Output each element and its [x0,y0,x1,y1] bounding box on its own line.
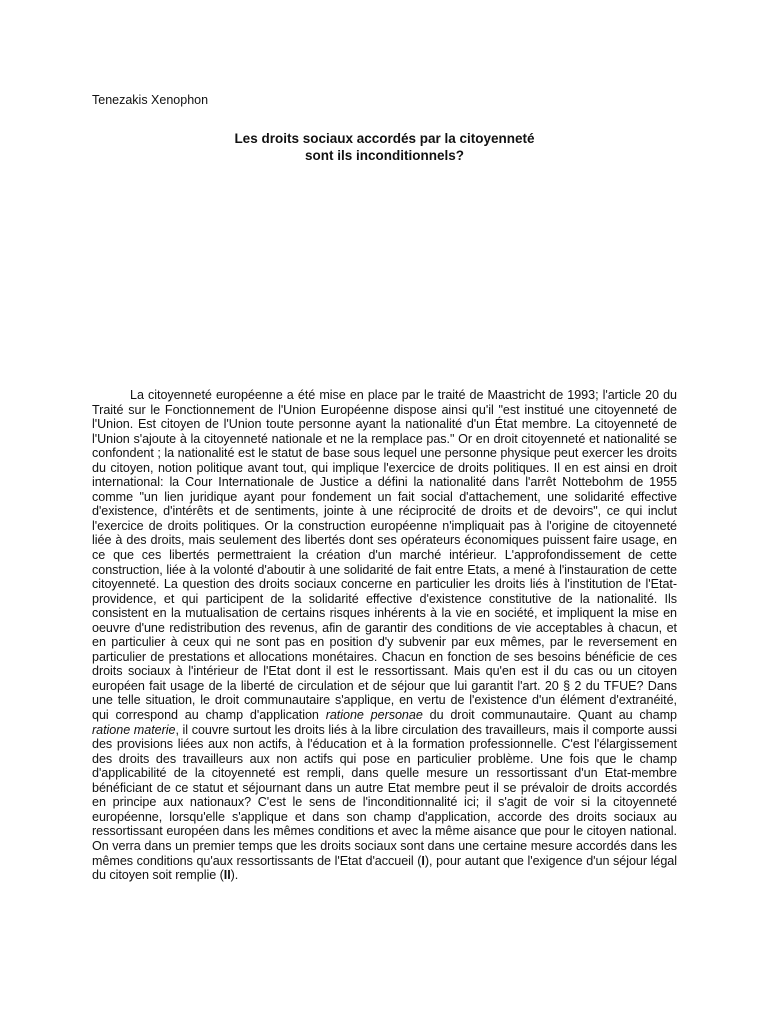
paragraph-text-3: , il couvre surtout les droits liés à la libre circulation des travailleurs, mais il comporte aussi des provisions liées aux non actifs, à l'éducation et à la formation professionnelle. C'est l'élargissement des droits des travailleurs aux non actifs qui pose en particulier problème. Une fois que le champ d'applicabilité de la citoyenneté est rempli, dans quelle mesure un ressortissant d'un Etat-membre bénéficiant de ce statut et séjournant dans un autre Etat membre peut il se prévaloir de droits accordés en principe aux nationaux? C'est le sens de l'inconditionnalité ici; il s'agit de voir si la citoyenneté européenne, lorsqu'elle s'applique et dans son champ d'application, accorde des droits sociaux au ressortissant européen dans les mêmes conditions et avec la même aisance que pour le citoyen national. On verra dans un premier temps que les droits sociaux sont dans une certaine mesure accordés dans les mêmes conditions qu'aux ressortissants de l'Etat d'accueil ( [92,722,677,868]
paragraph-text-2: du droit communautaire. Quant au champ [422,708,677,723]
author-name: Tenezakis Xenophon [92,93,209,107]
italic-term-ratione-personae: ratione personae [325,708,423,723]
part-marker-two: II [223,868,231,883]
paragraph-text-4: ), pour autant que l'exigence d'un séjour légal du citoyen soit remplie ( [92,853,677,883]
paragraph-text-1: La citoyenneté européenne a été mise en place par le traité de Maastricht de 1993; l'article 20 du Traité sur le Fonctionnement de l'Union Européenne dispose ainsi qu'il "est institué une citoyenneté de l'Union. Est citoyen de l'Union toute personne ayant la nationalité d'un État membre. La citoyenneté de l'Union s'ajoute à la citoyenneté nationale et ne la remplace pas." Or en droit citoyenneté et nationalité se confondent ; la nationalité est le statut de base sous lequel une personne physique peut exercer les droits du citoyen, notion politique avant tout, qui implique l'exercice de droits politiques. Il en est ainsi en droit international: la Cour Internationale de Justice a défini la nationalité dans l'arrêt Nottebohm de 1955 comme "un lien juridique ayant pour fondement un fait social d'attachement, une solidarité effective d'existence, d'intérêts et de sentiments, jointe à une réciprocité de droits et de devoirs", ce qui inclut l'exercice de droits politiques. Or la construction européenne n'impliquait pas à l'origine de citoyenneté liée à des droits, mais seulement des libertés dont ses opérateurs économiques puissent faire usage, en ce que ces libertés permettraient la création d'un marché intérieur. L'approfondissement de cette construction, liée à la volonté d'aboutir à une solidarité de fait entre Etats, a mené à l'instauration de cette citoyenneté. La question des droits sociaux concerne en particulier les droits liés à l'institution de l'Etat-providence, et qui participent de la solidarité effective d'existence constitutive de la nationalité. Ils consistent en la mutualisation de certains risques inhérents à la vie en société, et impliquent la mise en oeuvre d'une redistribution des revenus, afin de garantir des conditions de vie acceptables à chacun, et en particulier à ceux qui ne sont pas en position d'y subvenir par eux mêmes, par le reversement en particulier de prestations et allocations monétaires. Chacun en fonction de ses besoins bénéficie de ces droits sociaux à l'intérieur de l'Etat dont il est le ressortissant. Mais qu'en est il du cas ou un citoyen européen fait usage de la liberté de circulation et de séjour que lui garantit l'art. 20 § 2 du TFUE? Dans une telle situation, le droit communautaire s'applique, en vertu de l'existence d'un élément d'extranéité, qui correspond au champ d'application [92,388,677,723]
document-title [92,130,677,164]
title-line-2: sont ils inconditionnels? [304,148,464,163]
italic-term-ratione-materie: ratione materie [92,722,176,737]
part-marker-one: I [421,853,425,868]
paragraph-text-5: ). [230,868,239,883]
introduction-paragraph [92,388,677,883]
title-line-1: Les droits sociaux accordés par la citoyenneté [234,131,535,146]
